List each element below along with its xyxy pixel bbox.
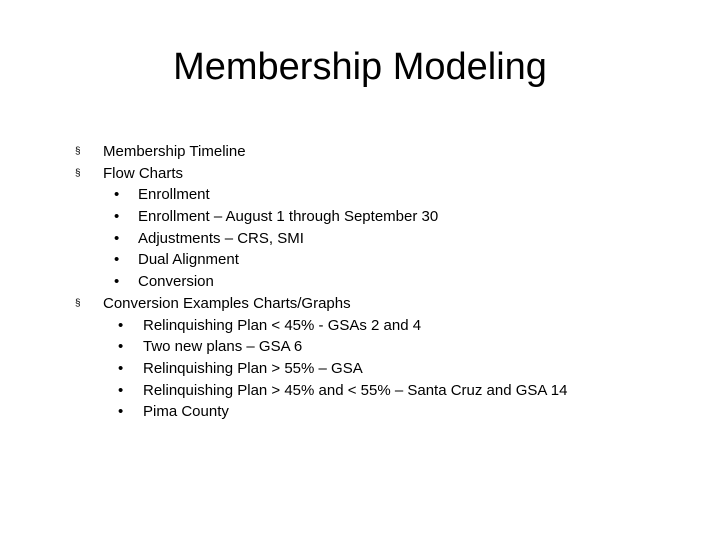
dot-bullet-icon: •: [118, 359, 124, 377]
sub-list-item-text: Relinquishing Plan < 45% - GSAs 2 and 4: [143, 316, 422, 334]
sub-list-item-text: Conversion: [138, 273, 214, 291]
square-bullet-icon: §: [75, 297, 81, 309]
sub-list-item: [75, 206, 695, 228]
square-bullet-icon: §: [75, 167, 81, 179]
dot-bullet-icon: •: [118, 338, 124, 356]
dot-bullet-icon: •: [114, 186, 120, 204]
sub-list-item: [75, 380, 695, 402]
sub-list-item-text: Enrollment: [138, 186, 210, 204]
slide-title: Membership Modeling: [173, 46, 547, 88]
sub-list-item: [75, 336, 695, 358]
square-bullet-icon: §: [75, 146, 81, 157]
sub-list-item: [75, 401, 695, 423]
dot-bullet-icon: •: [114, 208, 120, 226]
sub-list-item-text: Two new plans – GSA 6: [143, 338, 303, 356]
sub-list-item: [75, 358, 695, 380]
sub-list-item: [75, 249, 695, 271]
dot-bullet-icon: •: [114, 251, 120, 269]
sub-list-item-text: Relinquishing Plan > 55% – GSA: [143, 359, 363, 377]
sub-list-item-text: Relinquishing Plan > 45% and < 55% – Santa Cruz and GSA 14: [143, 381, 568, 399]
list-item-text: Flow Charts: [103, 164, 184, 182]
list-item: [75, 163, 695, 185]
sub-list-item: [75, 315, 695, 337]
sub-list-item-text: Dual Alignment: [138, 251, 239, 269]
bullet-list: [75, 141, 695, 423]
list-item-text: Conversion Examples Charts/Graphs: [103, 294, 351, 312]
dot-bullet-icon: •: [114, 229, 120, 247]
list-item-text: Membership Timeline: [103, 143, 246, 160]
dot-bullet-icon: •: [114, 273, 120, 291]
sub-list-item-text: Enrollment – August 1 through September 30: [138, 208, 439, 226]
sub-list-item: [75, 271, 695, 293]
sub-list-item: [75, 184, 695, 206]
list-item: [75, 141, 695, 163]
dot-bullet-icon: •: [118, 316, 124, 334]
sub-list-item-text: Adjustments – CRS, SMI: [138, 229, 304, 247]
sub-list-item: [75, 228, 695, 250]
sub-list-item-text: Pima County: [143, 403, 229, 421]
dot-bullet-icon: •: [118, 381, 124, 399]
dot-bullet-icon: •: [118, 403, 124, 421]
list-item: [75, 293, 695, 315]
